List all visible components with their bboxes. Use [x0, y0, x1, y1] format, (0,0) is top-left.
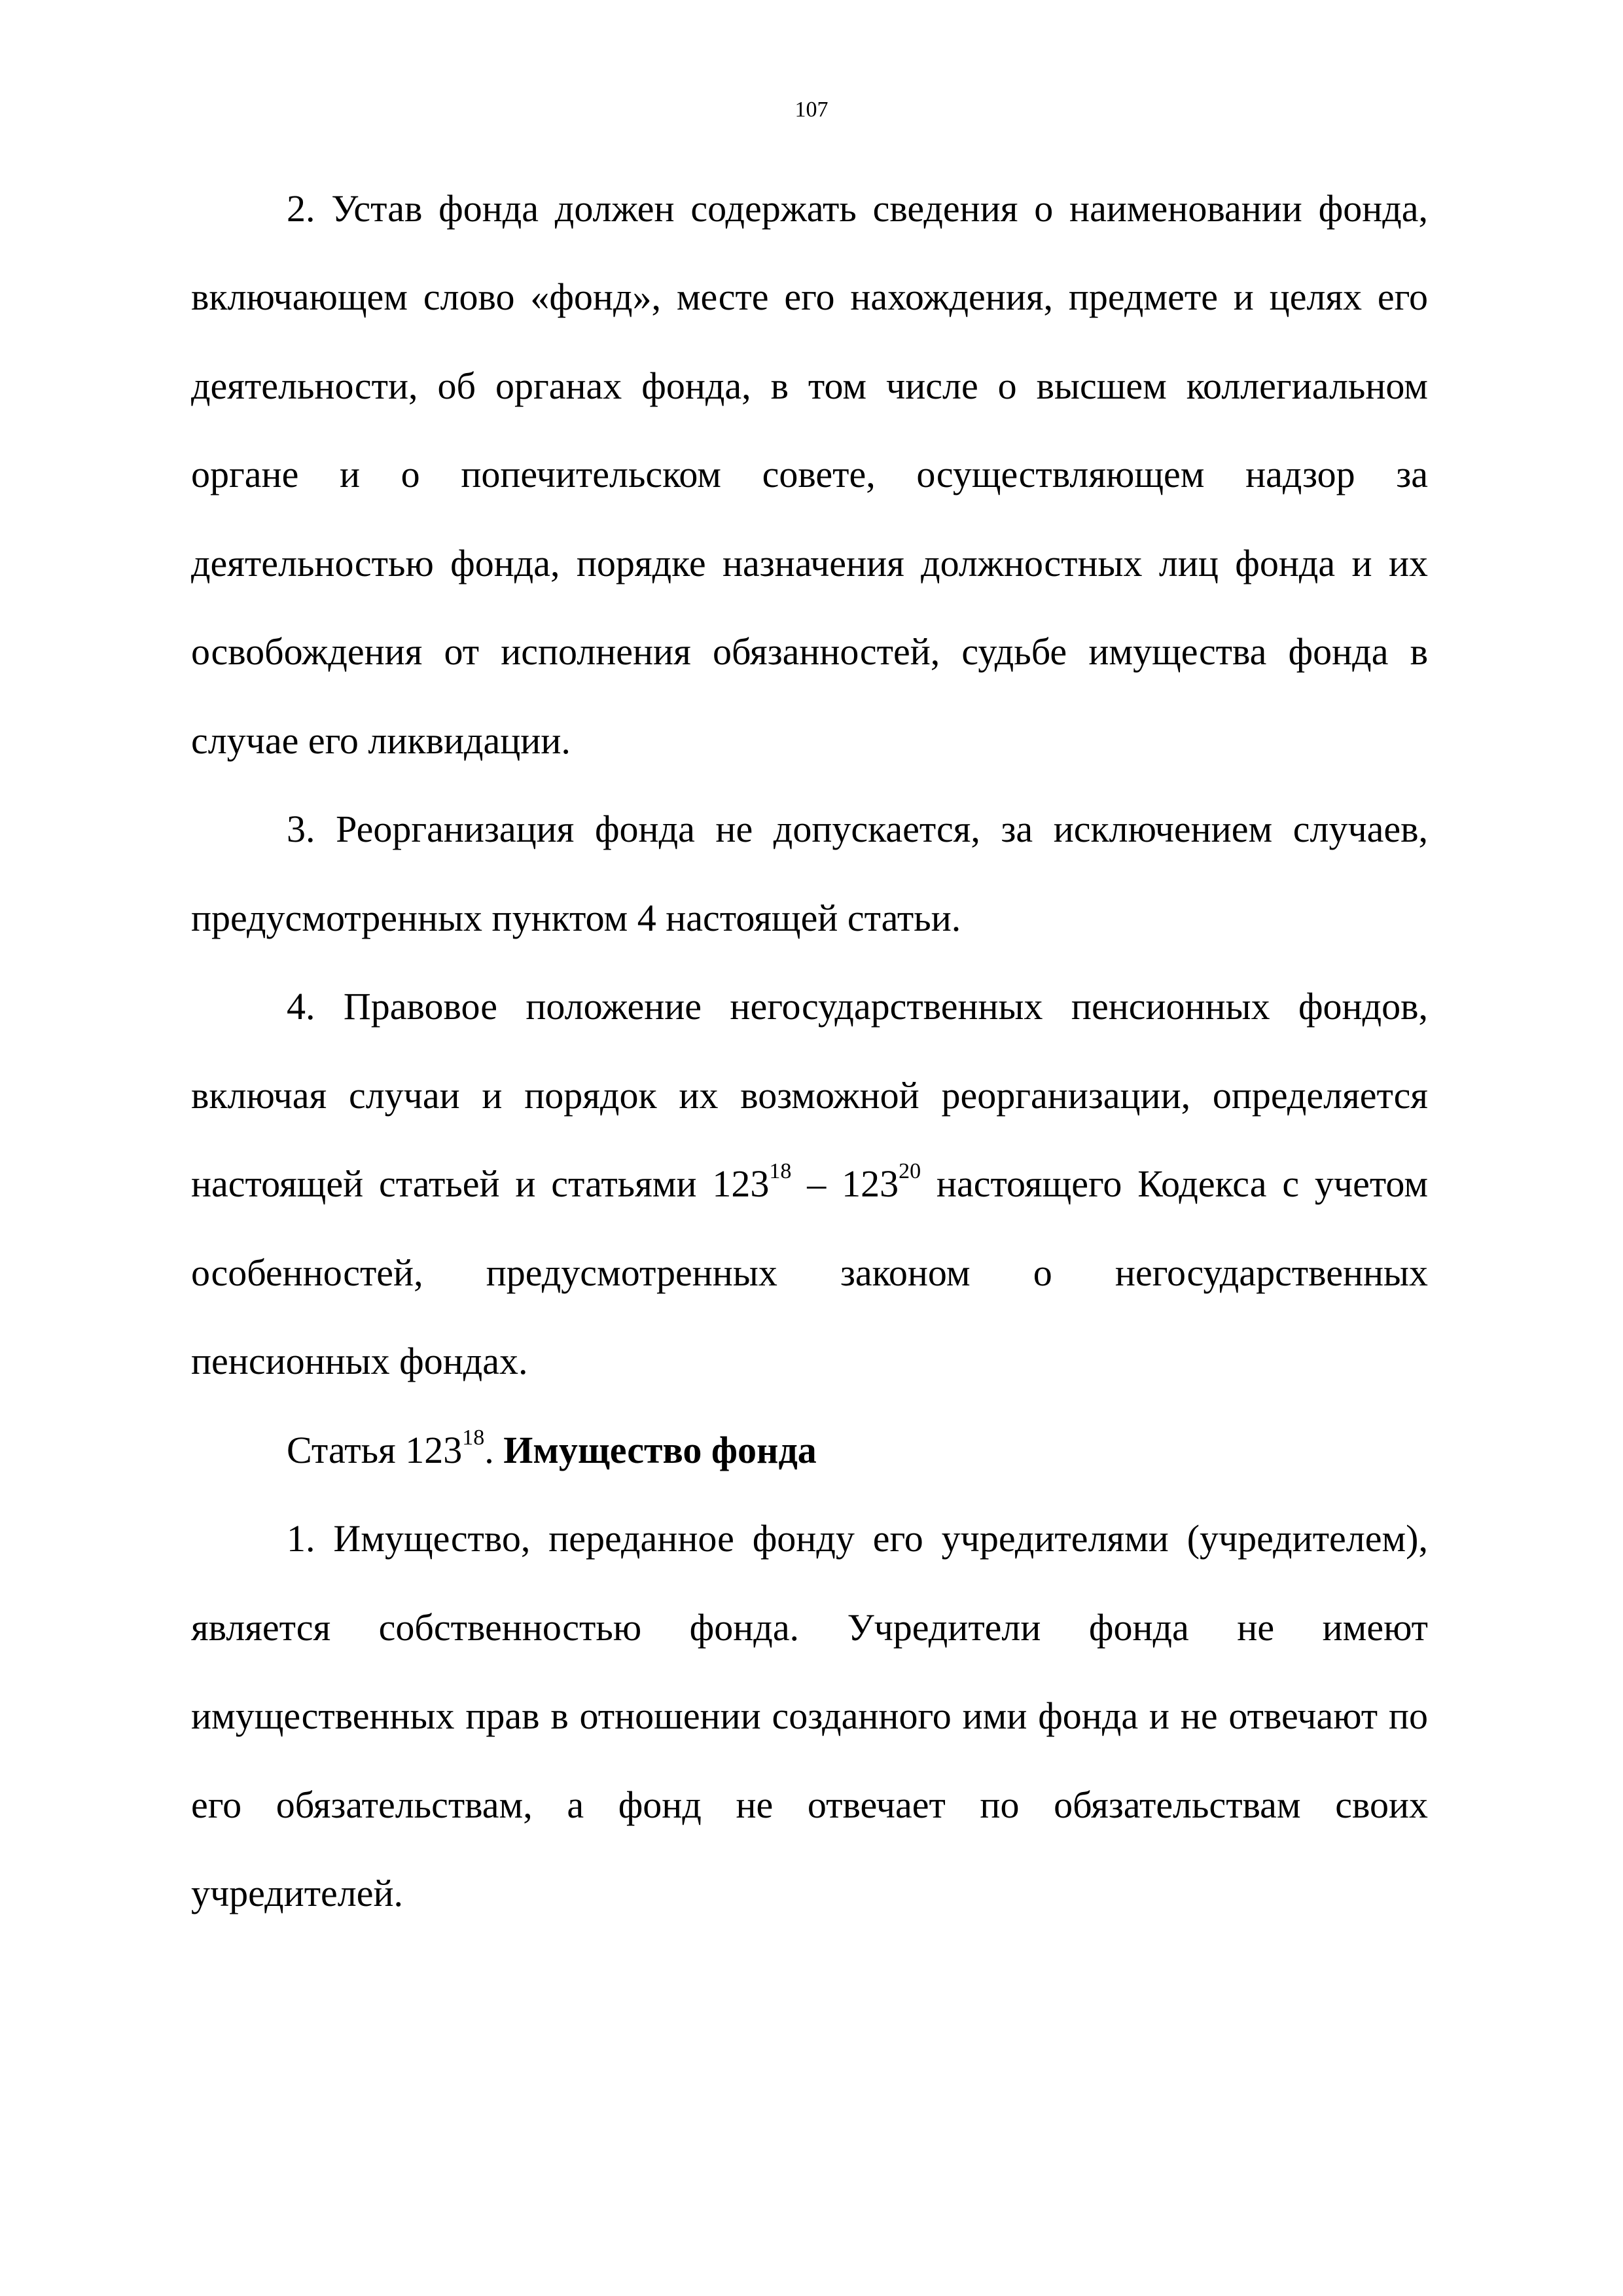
paragraph-2-line-5: деятельностью фонда, порядке назначения должностных лиц фонда и их — [191, 542, 1428, 584]
article-heading-title: Имущество фонда — [503, 1429, 817, 1471]
article-heading-superscript: 18 — [462, 1425, 485, 1450]
paragraph-2-line-3: деятельности, об органах фонда, в том числе о высшем коллегиальном — [191, 365, 1428, 407]
article-paragraph-1-line-1: 1. Имущество, переданное фонду его учредителями (учредителем), — [287, 1517, 1428, 1560]
paragraph-2-line-2: включающем слово «фонд», месте его нахождения, предмете и целях его — [191, 276, 1428, 318]
paragraph-4-line-1: 4. Правовое положение негосударственных пенсионных фондов, — [287, 985, 1428, 1028]
article-heading — [191, 1427, 1428, 1473]
article-paragraph-1-line-5: учредителей. — [191, 1872, 404, 1914]
paragraph-2-line-1: 2. Устав фонда должен содержать сведения о наименовании фонда, — [287, 187, 1428, 230]
article-heading-dot: . — [484, 1429, 504, 1471]
paragraph-4-line-3 — [191, 1158, 1429, 1207]
paragraph-4-line-4: особенностей, предусмотренных законом о негосударственных — [191, 1251, 1428, 1294]
paragraph-3-line-1: 3. Реорганизация фонда не допускается, за исключением случаев, — [287, 808, 1428, 850]
paragraph-2-line-4: органе и о попечительском совете, осуществляющем надзор за — [191, 453, 1428, 495]
paragraph-3-line-2: предусмотренных пунктом 4 настоящей статьи. — [191, 897, 961, 939]
article-paragraph-1-line-2: является собственностью фонда. Учредители фонда не имеют — [191, 1606, 1428, 1649]
article-paragraph-1-line-4: его обязательствам, а фонд не отвечает по обязательствам своих — [191, 1784, 1428, 1826]
paragraph-4-line-2: включая случаи и порядок их возможной реорганизации, определяется — [191, 1074, 1428, 1117]
paragraph-2-line-6: освобождения от исполнения обязанностей, судьбе имущества фонда в — [191, 630, 1428, 673]
paragraph-4-line-3-part-1: настоящей статьей и статьями 123 — [191, 1162, 770, 1205]
paragraph-4-line-3-part-2: – 123 — [791, 1162, 899, 1205]
article-paragraph-1-line-3: имущественных прав в отношении созданного ими фонда и не отвечают по — [191, 1695, 1428, 1737]
paragraph-4-line-3-part-3: настоящего Кодекса с учетом — [921, 1162, 1429, 1205]
article-number-superscript-20: 20 — [899, 1158, 921, 1183]
paragraph-2-line-7: случае его ликвидации. — [191, 719, 571, 762]
article-heading-prefix: Статья 123 — [287, 1429, 463, 1471]
page-number: 107 — [794, 98, 829, 122]
article-number-superscript-18: 18 — [769, 1158, 792, 1183]
paragraph-4-line-5: пенсионных фондах. — [191, 1340, 528, 1382]
